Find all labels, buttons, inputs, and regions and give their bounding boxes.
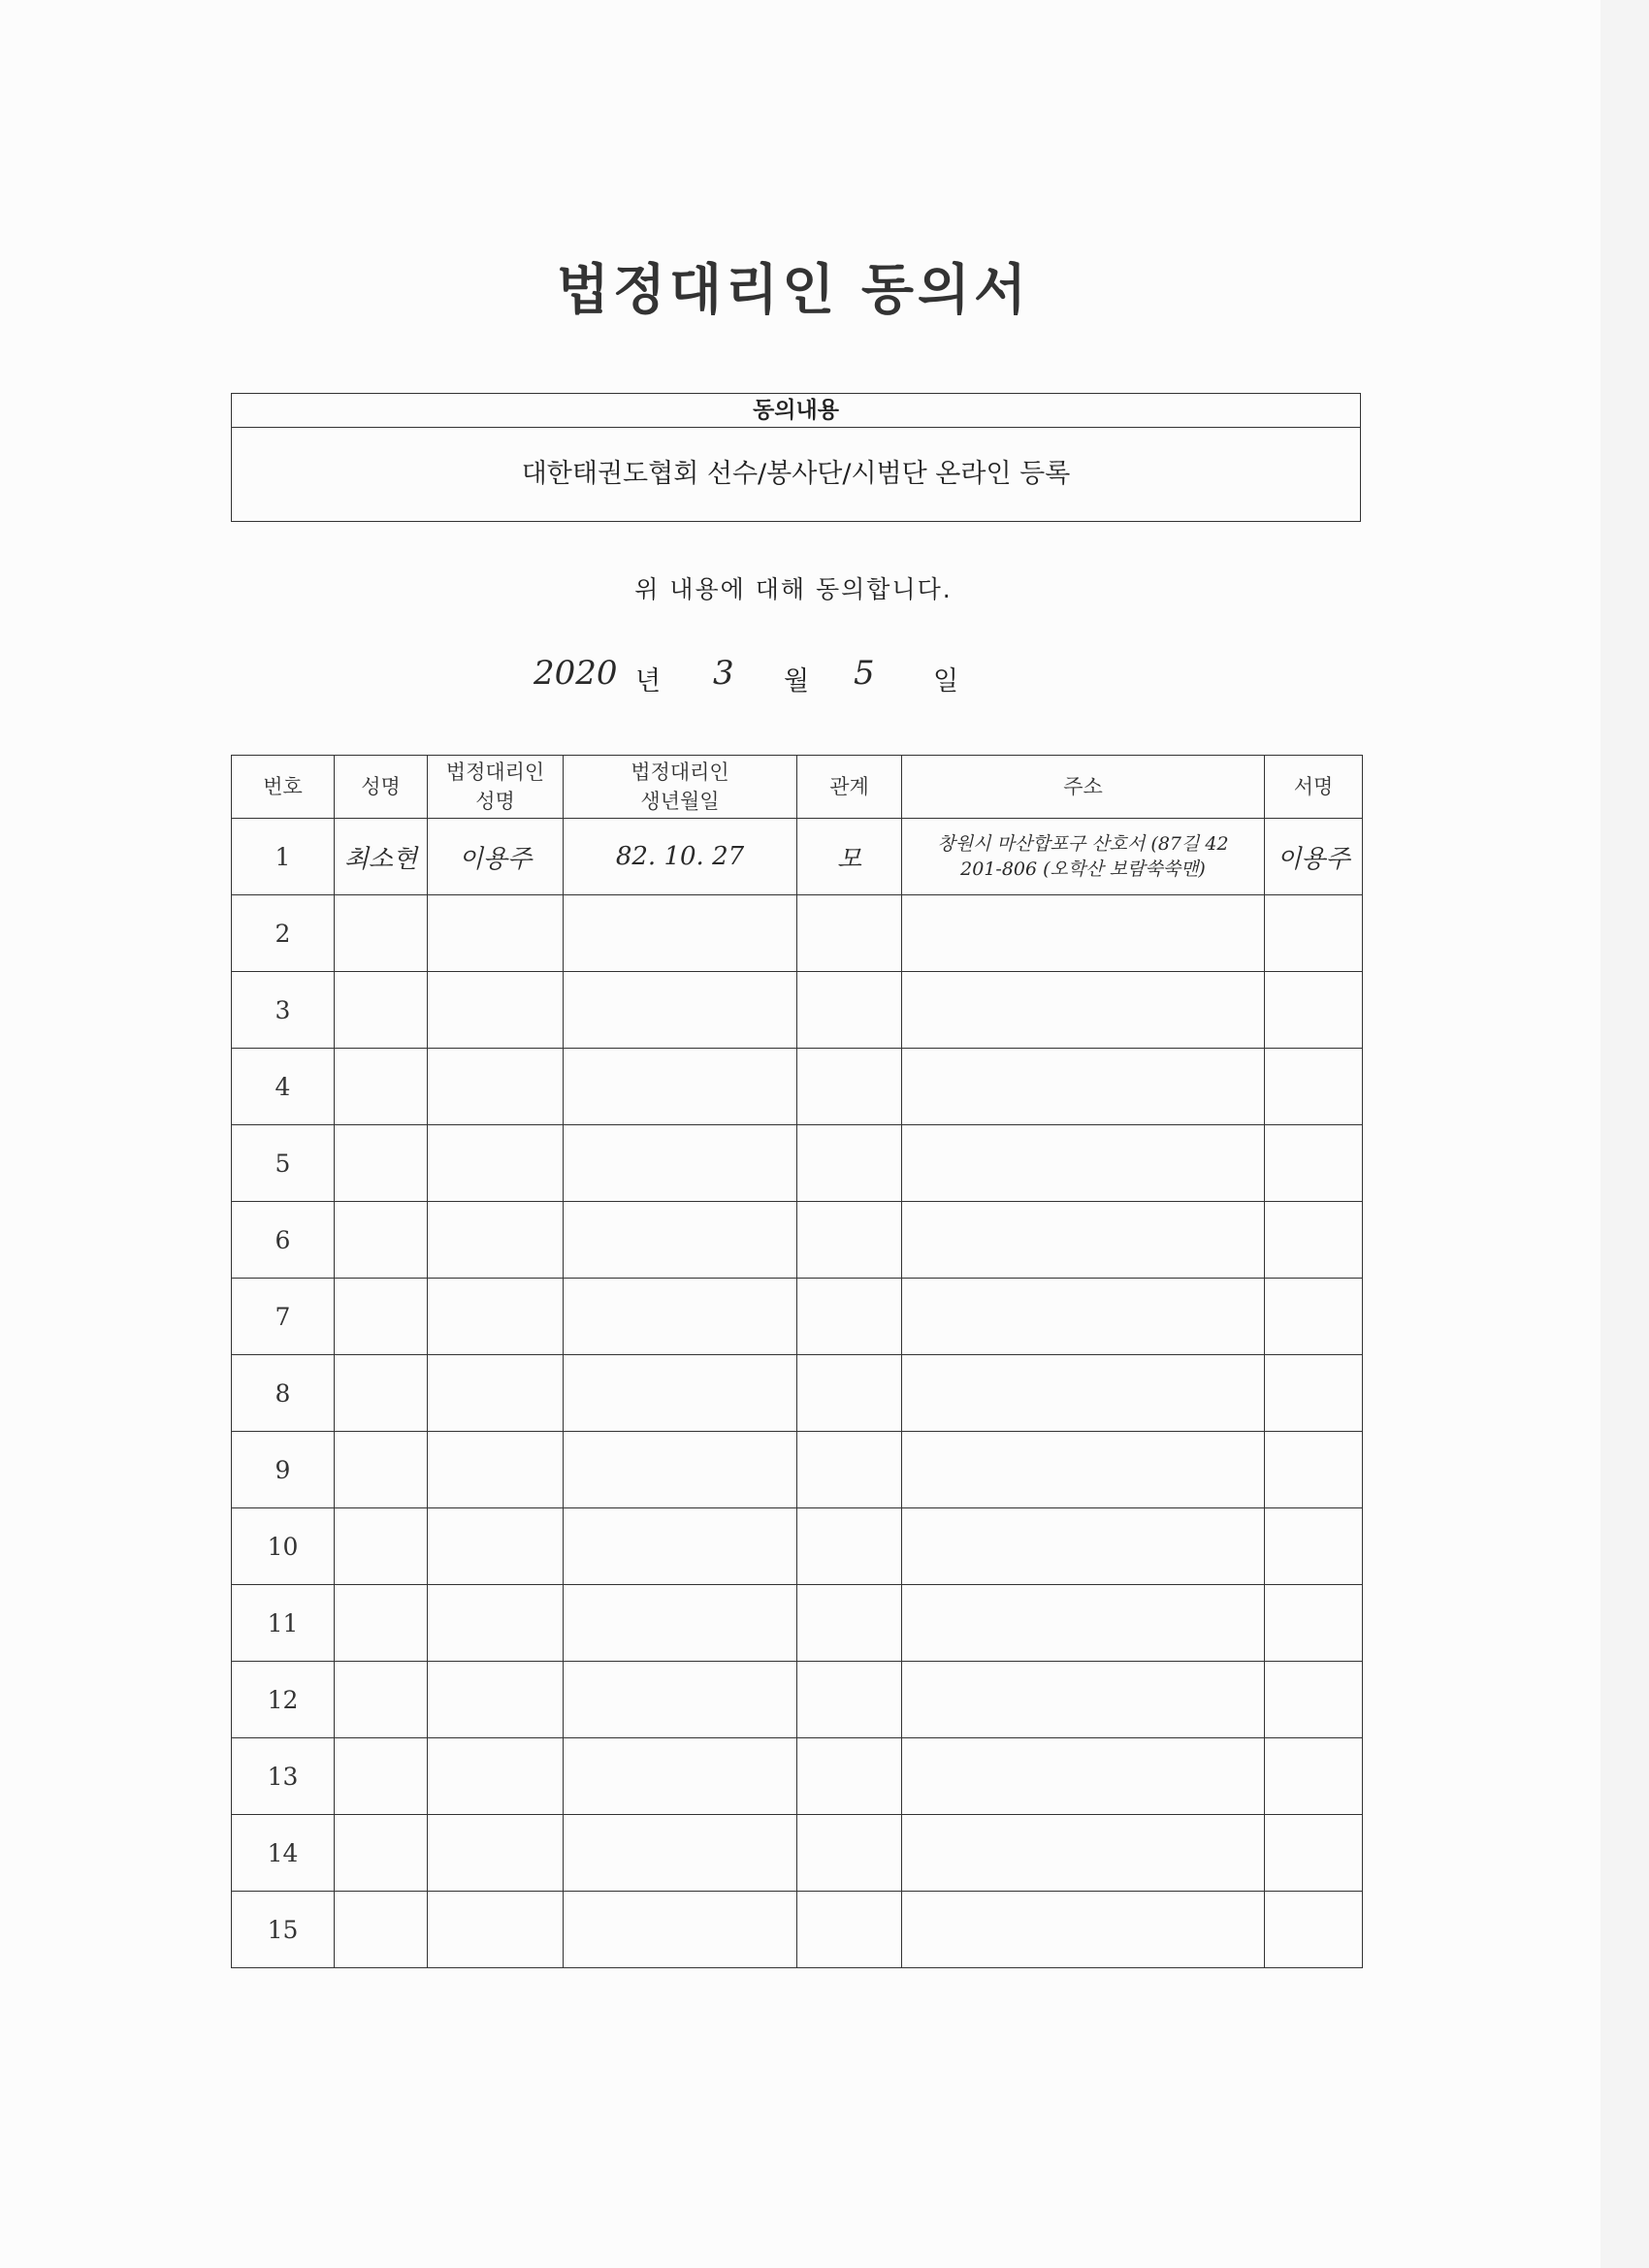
page-edge bbox=[1600, 0, 1649, 2268]
cell-signature bbox=[1265, 1202, 1363, 1279]
cell-signature bbox=[1265, 1432, 1363, 1508]
cell-guardian-name bbox=[428, 1508, 564, 1585]
cell-address bbox=[902, 972, 1265, 1049]
table-row bbox=[232, 972, 1363, 1049]
table-row bbox=[232, 1738, 1363, 1815]
header-name: 성명 bbox=[335, 756, 428, 819]
cell-signature bbox=[1265, 1738, 1363, 1815]
date-year-label: 년 bbox=[635, 666, 662, 697]
cell-relation bbox=[797, 1662, 902, 1738]
cell-guardian-birth bbox=[564, 1585, 797, 1662]
cell-name-value: 최소현 bbox=[343, 844, 418, 874]
cell-number: 7 bbox=[232, 1279, 335, 1355]
date-year: 2020 bbox=[534, 654, 618, 693]
cell-relation bbox=[797, 1585, 902, 1662]
cell-name bbox=[335, 1202, 428, 1279]
cell-name bbox=[335, 1738, 428, 1815]
cell-guardian-birth bbox=[564, 1279, 797, 1355]
cell-address bbox=[902, 1662, 1265, 1738]
cell-guardian-name bbox=[428, 1815, 564, 1892]
cell-guardian-name bbox=[428, 1049, 564, 1125]
table-row bbox=[232, 895, 1363, 972]
cell-number: 3 bbox=[232, 972, 335, 1049]
cell-signature bbox=[1265, 1892, 1363, 1968]
cell-address bbox=[902, 819, 1265, 895]
cell-name bbox=[335, 1815, 428, 1892]
cell-guardian-birth bbox=[564, 1738, 797, 1815]
cell-name bbox=[335, 1049, 428, 1125]
cell-number: 8 bbox=[232, 1355, 335, 1432]
cell-guardian-birth bbox=[564, 1815, 797, 1892]
cell-guardian-birth bbox=[564, 1049, 797, 1125]
cell-relation bbox=[797, 1202, 902, 1279]
cell-address bbox=[902, 1202, 1265, 1279]
cell-guardian-name bbox=[428, 1662, 564, 1738]
table-row bbox=[232, 1279, 1363, 1355]
date-line bbox=[534, 650, 1018, 708]
cell-address bbox=[902, 895, 1265, 972]
table-row bbox=[232, 1202, 1363, 1279]
cell-guardian-name bbox=[428, 819, 564, 895]
cell-name bbox=[335, 1279, 428, 1355]
cell-guardian-name-value: 이용주 bbox=[458, 844, 533, 874]
cell-guardian-name bbox=[428, 1125, 564, 1202]
cell-number: 5 bbox=[232, 1125, 335, 1202]
consent-header: 동의내용 bbox=[232, 394, 1360, 428]
date-month: 3 bbox=[713, 654, 734, 693]
cell-relation bbox=[797, 972, 902, 1049]
cell-address bbox=[902, 1432, 1265, 1508]
cell-name bbox=[335, 819, 428, 895]
cell-guardian-name bbox=[428, 1355, 564, 1432]
cell-signature bbox=[1265, 972, 1363, 1049]
address-line: 창원시 마산합포구 산호서 (87길 42 bbox=[937, 833, 1229, 855]
cell-guardian-birth bbox=[564, 1662, 797, 1738]
document-title: 법정대리인 동의서 bbox=[556, 259, 1031, 322]
cell-guardian-birth bbox=[564, 1125, 797, 1202]
cell-guardian-birth bbox=[564, 1892, 797, 1968]
cell-guardian-birth bbox=[564, 1508, 797, 1585]
registration-table bbox=[231, 755, 1363, 1968]
cell-number: 12 bbox=[232, 1662, 335, 1738]
cell-signature bbox=[1265, 1279, 1363, 1355]
cell-name bbox=[335, 1662, 428, 1738]
table-body bbox=[232, 819, 1363, 1968]
table-row bbox=[232, 1432, 1363, 1508]
cell-guardian-birth bbox=[564, 819, 797, 895]
cell-relation bbox=[797, 1279, 902, 1355]
cell-relation bbox=[797, 1815, 902, 1892]
cell-address bbox=[902, 1049, 1265, 1125]
cell-guardian-birth bbox=[564, 895, 797, 972]
cell-signature bbox=[1265, 1355, 1363, 1432]
cell-guardian-birth-value: 82. 10. 27 bbox=[615, 842, 745, 871]
table-row bbox=[232, 1508, 1363, 1585]
cell-address bbox=[902, 1508, 1265, 1585]
cell-signature bbox=[1265, 1049, 1363, 1125]
cell-relation bbox=[797, 1508, 902, 1585]
cell-address bbox=[902, 1892, 1265, 1968]
cell-name bbox=[335, 1432, 428, 1508]
cell-address bbox=[902, 1125, 1265, 1202]
cell-signature bbox=[1265, 1815, 1363, 1892]
table-row bbox=[232, 1892, 1363, 1968]
address-line: 201-806 (오학산 보람쑥쑥맨) bbox=[960, 859, 1206, 880]
table-row bbox=[232, 1355, 1363, 1432]
cell-name bbox=[335, 1355, 428, 1432]
cell-name bbox=[335, 1508, 428, 1585]
cell-guardian-birth bbox=[564, 1432, 797, 1508]
cell-number: 9 bbox=[232, 1432, 335, 1508]
table-header-row bbox=[232, 756, 1363, 819]
cell-name bbox=[335, 1125, 428, 1202]
cell-number: 4 bbox=[232, 1049, 335, 1125]
cell-address bbox=[902, 1738, 1265, 1815]
cell-signature-value: 이용주 bbox=[1277, 844, 1350, 874]
cell-address bbox=[902, 1815, 1265, 1892]
header-signature: 서명 bbox=[1265, 756, 1363, 819]
table-row bbox=[232, 1125, 1363, 1202]
cell-relation bbox=[797, 1432, 902, 1508]
cell-signature bbox=[1265, 1662, 1363, 1738]
table-row bbox=[232, 1662, 1363, 1738]
cell-relation bbox=[797, 1355, 902, 1432]
date-month-label: 월 bbox=[784, 666, 810, 697]
date-day-label: 일 bbox=[933, 666, 959, 697]
cell-relation bbox=[797, 1049, 902, 1125]
cell-number: 6 bbox=[232, 1202, 335, 1279]
header-number: 번호 bbox=[232, 756, 335, 819]
cell-guardian-name bbox=[428, 1279, 564, 1355]
cell-number: 10 bbox=[232, 1508, 335, 1585]
agree-statement: 위 내용에 대해 동의합니다. bbox=[634, 575, 953, 603]
cell-signature bbox=[1265, 1585, 1363, 1662]
cell-relation bbox=[797, 895, 902, 972]
cell-relation bbox=[797, 1892, 902, 1968]
cell-signature bbox=[1265, 1508, 1363, 1585]
cell-name bbox=[335, 895, 428, 972]
cell-relation bbox=[797, 819, 902, 895]
consent-box bbox=[231, 393, 1361, 522]
table-row bbox=[232, 1049, 1363, 1125]
cell-guardian-name bbox=[428, 1432, 564, 1508]
cell-number: 15 bbox=[232, 1892, 335, 1968]
cell-guardian-birth bbox=[564, 1202, 797, 1279]
header-guardian-name: 법정대리인 성명 bbox=[428, 756, 564, 819]
cell-guardian-name bbox=[428, 895, 564, 972]
header-relation: 관계 bbox=[797, 756, 902, 819]
cell-number: 2 bbox=[232, 895, 335, 972]
date-day: 5 bbox=[854, 654, 875, 693]
cell-address bbox=[902, 1585, 1265, 1662]
cell-guardian-birth bbox=[564, 1355, 797, 1432]
cell-relation bbox=[797, 1125, 902, 1202]
cell-number: 14 bbox=[232, 1815, 335, 1892]
header-guardian-birth: 법정대리인 생년월일 bbox=[564, 756, 797, 819]
cell-name bbox=[335, 1892, 428, 1968]
table-row bbox=[232, 1815, 1363, 1892]
cell-signature bbox=[1265, 895, 1363, 972]
cell-guardian-name bbox=[428, 1738, 564, 1815]
cell-signature bbox=[1265, 1125, 1363, 1202]
cell-name bbox=[335, 1585, 428, 1662]
cell-guardian-name bbox=[428, 1585, 564, 1662]
cell-relation bbox=[797, 1738, 902, 1815]
cell-guardian-name bbox=[428, 1892, 564, 1968]
cell-relation-value: 모 bbox=[836, 844, 862, 874]
cell-number: 1 bbox=[232, 819, 335, 895]
cell-name bbox=[335, 972, 428, 1049]
cell-address bbox=[902, 1279, 1265, 1355]
cell-number: 13 bbox=[232, 1738, 335, 1815]
cell-guardian-name bbox=[428, 972, 564, 1049]
cell-signature bbox=[1265, 819, 1363, 895]
cell-guardian-birth bbox=[564, 972, 797, 1049]
cell-guardian-name bbox=[428, 1202, 564, 1279]
header-address: 주소 bbox=[902, 756, 1265, 819]
table-row bbox=[232, 819, 1363, 895]
table-row bbox=[232, 1585, 1363, 1662]
consent-body: 대한태권도협회 선수/봉사단/시범단 온라인 등록 bbox=[521, 459, 1071, 489]
cell-number: 11 bbox=[232, 1585, 335, 1662]
cell-address bbox=[902, 1355, 1265, 1432]
